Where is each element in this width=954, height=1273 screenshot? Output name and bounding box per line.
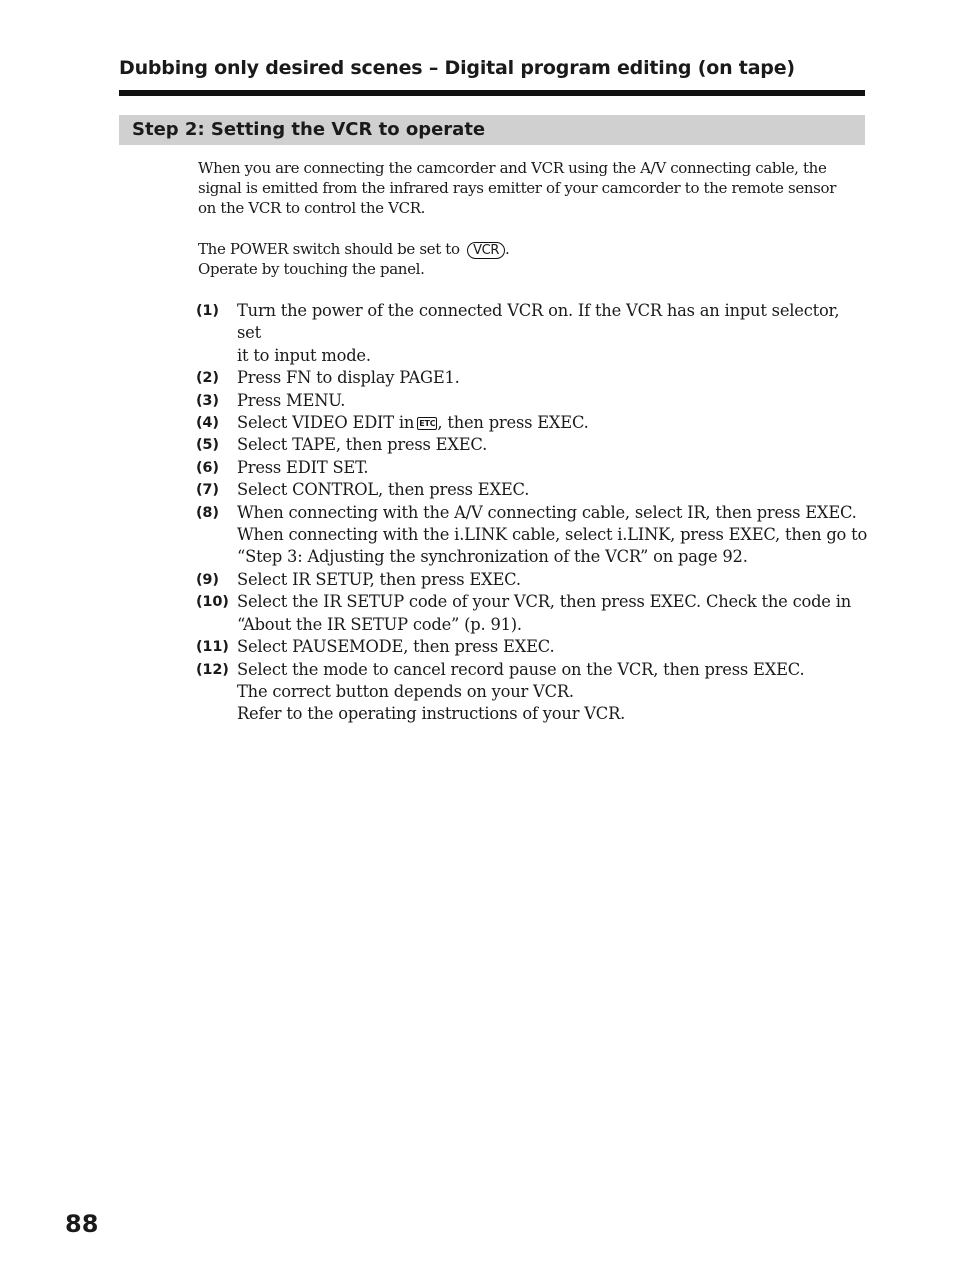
step-item xyxy=(196,636,868,658)
step-item xyxy=(196,412,868,434)
etc-icon: ETC xyxy=(419,419,436,429)
step-item xyxy=(196,434,868,456)
header-rule xyxy=(119,90,865,96)
intro-paragraph xyxy=(198,158,866,218)
step-text: Select CONTROL, then press EXEC. xyxy=(237,480,530,500)
power-switch-line xyxy=(198,239,866,259)
step-number: (5) xyxy=(196,437,219,454)
step-item xyxy=(196,367,868,389)
step-number: (8) xyxy=(196,504,219,521)
power-switch-period: . xyxy=(505,240,510,258)
step-item xyxy=(196,479,868,501)
step-text: Turn the power of the connected VCR on. If the VCR has an input selector, set xyxy=(237,301,840,343)
step-text: Select the IR SETUP code of your VCR, then press EXEC. Check the code in xyxy=(237,592,852,612)
page-header-title: Dubbing only desired scenes – Digital program editing (on tape) xyxy=(119,57,795,79)
step-item xyxy=(196,569,868,591)
step-text: Select PAUSEMODE, then press EXEC. xyxy=(237,637,555,657)
step-number: (7) xyxy=(196,482,219,499)
step-item xyxy=(196,457,868,479)
power-note xyxy=(198,239,866,279)
step-text: Press FN to display PAGE1. xyxy=(237,368,460,388)
step-text-before-icon: Select VIDEO EDIT in xyxy=(237,413,415,433)
intro-line: When you are connecting the camcorder and VCR using the A/V connecting cable, the xyxy=(198,159,827,177)
step-item xyxy=(196,300,868,367)
step-text: The correct button depends on your VCR. xyxy=(237,681,574,701)
intro-line: on the VCR to control the VCR. xyxy=(198,199,426,217)
section-title: Step 2: Setting the VCR to operate xyxy=(132,119,486,140)
step-text: When connecting with the i.LINK cable, select i.LINK, press EXEC, then go to xyxy=(237,525,868,545)
step-number: (11) xyxy=(196,639,229,656)
step-text: Refer to the operating instructions of your VCR. xyxy=(237,704,626,724)
step-number: (10) xyxy=(196,594,229,611)
intro-line: signal is emitted from the infrared rays emitter of your camcorder to the remote sensor xyxy=(198,179,837,197)
step-number: (4) xyxy=(196,415,219,432)
vcr-mode-badge: VCR xyxy=(467,242,505,259)
section-band xyxy=(119,115,865,145)
step-text: “About the IR SETUP code” (p. 91). xyxy=(237,614,522,634)
step-item xyxy=(196,390,868,412)
power-switch-text: The POWER switch should be set to xyxy=(198,240,460,258)
step-number: (2) xyxy=(196,370,219,387)
step-number: (9) xyxy=(196,571,219,588)
step-text: it to input mode. xyxy=(237,345,371,365)
step-text: “Step 3: Adjusting the synchronization of the VCR” on page 92. xyxy=(237,547,748,567)
step-item xyxy=(196,502,868,569)
step-number: (1) xyxy=(196,303,219,319)
step-number: (6) xyxy=(196,459,219,476)
step-text: Select the mode to cancel record pause on the VCR, then press EXEC. xyxy=(237,659,805,679)
page-number: 88 xyxy=(65,1210,99,1238)
step-text: Select IR SETUP, then press EXEC. xyxy=(237,569,521,589)
operate-instruction: Operate by touching the panel. xyxy=(198,260,425,278)
step-text: Press EDIT SET. xyxy=(237,457,369,477)
step-number: (3) xyxy=(196,392,219,409)
step-item xyxy=(196,591,868,636)
step-text: Press MENU. xyxy=(237,390,346,410)
steps-list xyxy=(196,300,868,726)
step-item xyxy=(196,659,868,726)
step-text xyxy=(237,412,868,434)
step-text: Select TAPE, then press EXEC. xyxy=(237,435,488,455)
step-text: When connecting with the A/V connecting cable, select IR, then press EXEC. xyxy=(237,502,857,522)
step-number: (12) xyxy=(196,661,229,678)
step-text-after-icon: , then press EXEC. xyxy=(437,413,589,433)
